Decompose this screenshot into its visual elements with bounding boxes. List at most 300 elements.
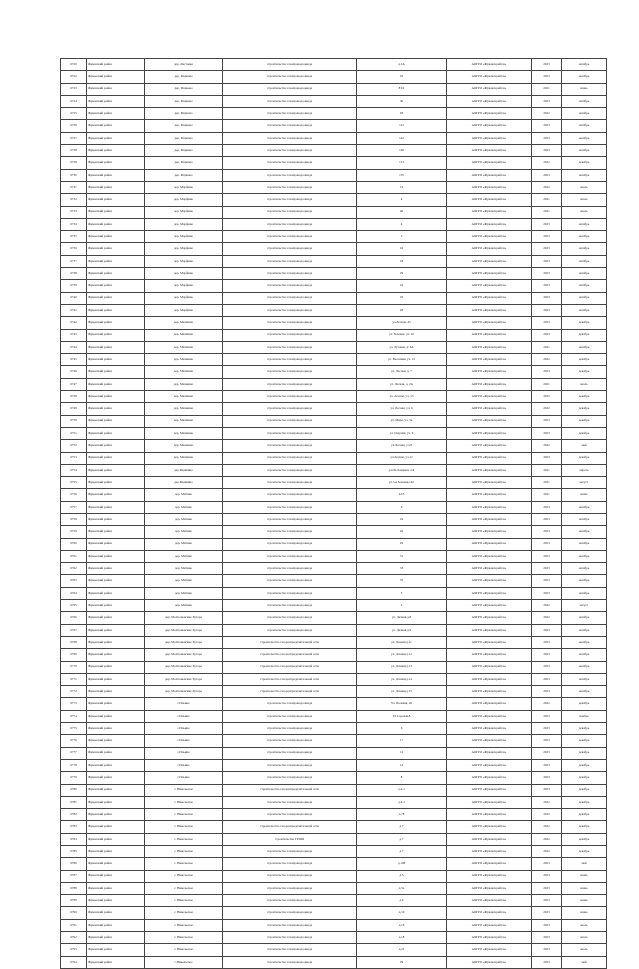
table-row <box>61 846 607 858</box>
table-row <box>61 661 607 673</box>
table-row <box>61 157 607 169</box>
month-cell: октябрь <box>562 145 607 157</box>
work-type-cell: строительство газопровода-ввода <box>223 83 357 95</box>
address-cell: 93 <box>357 108 447 120</box>
address-cell: 30 <box>357 95 447 107</box>
year-cell: 2023 <box>532 870 562 882</box>
work-type-cell: строительство газопровода-ввода <box>223 513 357 525</box>
locality-cell: с. Никольское <box>145 919 223 931</box>
work-type-cell: строительство газопровода-ввода <box>223 157 357 169</box>
work-type-cell: строительство газопровода-ввода <box>223 489 357 501</box>
district-cell: Жуковский район <box>87 157 145 169</box>
district-cell: Жуковский район <box>87 624 145 636</box>
year-cell: 2022 <box>532 796 562 808</box>
address-cell: 35 <box>357 575 447 587</box>
organization-cell: АОГРО «Жуковскрайгаз» <box>447 366 532 378</box>
address-cell: 22 <box>357 280 447 292</box>
district-cell: Жуковский район <box>87 846 145 858</box>
locality-cell: дер.Машкино <box>145 477 223 489</box>
address-cell: 6 <box>357 501 447 513</box>
table-row <box>61 280 607 292</box>
row-number: 6763 <box>61 575 87 587</box>
row-number: 6776 <box>61 735 87 747</box>
address-cell: 6 <box>357 723 447 735</box>
address-cell: 5 <box>357 231 447 243</box>
work-type-cell: строительство газопровода-ввода <box>223 723 357 735</box>
year-cell: 2021 <box>532 489 562 501</box>
work-type-cell: строительство газораспределительной сети <box>223 821 357 833</box>
row-number: 6743 <box>61 329 87 341</box>
row-number: 6785 <box>61 846 87 858</box>
work-type-cell: строительство газопровода-ввода <box>223 944 357 956</box>
locality-cell: дер.Машкино <box>145 464 223 476</box>
district-cell: Жуковский район <box>87 821 145 833</box>
month-cell: май <box>562 956 607 968</box>
work-type-cell: строительство газораспределительной сети <box>223 649 357 661</box>
year-cell: 2021 <box>532 83 562 95</box>
locality-cell: дер. Митино <box>145 513 223 525</box>
organization-cell: АОГРО «Жуковскрайгаз» <box>447 796 532 808</box>
locality-cell: дер. Митино <box>145 489 223 501</box>
address-cell: ул. Дачная,д.8 <box>357 612 447 624</box>
address-cell: д.5а <box>357 882 447 894</box>
table-row <box>61 452 607 464</box>
month-cell: июнь <box>562 907 607 919</box>
address-cell: д.7 <box>357 833 447 845</box>
year-cell: 2023 <box>532 95 562 107</box>
locality-cell: дер. Машкино <box>145 440 223 452</box>
work-type-cell: строительство газопровода-ввода <box>223 600 357 612</box>
organization-cell: АОГРО «Жуковскрайгаз» <box>447 563 532 575</box>
organization-cell: АОГРО «Жуковскрайгаз» <box>447 403 532 415</box>
address-cell: ул. Лесная, д. 2А <box>357 378 447 390</box>
district-cell: Жуковский район <box>87 612 145 624</box>
row-number: 6759 <box>61 526 87 538</box>
row-number: 6784 <box>61 833 87 845</box>
row-number: 6720 <box>61 59 87 71</box>
work-type-cell: строительство газопровода-ввода <box>223 403 357 415</box>
address-cell: ул. Лесная, уч. 13 <box>357 391 447 403</box>
district-cell: Жуковский район <box>87 501 145 513</box>
locality-cell: дер. Марково <box>145 120 223 132</box>
organization-cell: АОГРО «Жуковскрайгаз» <box>447 378 532 390</box>
row-number: 6733 <box>61 206 87 218</box>
district-cell: Жуковский район <box>87 464 145 476</box>
work-type-cell: строительство газопровода-ввода <box>223 550 357 562</box>
row-number: 6792 <box>61 932 87 944</box>
work-type-cell: строительство газопровода-ввода <box>223 169 357 181</box>
locality-cell: с.Ильино <box>145 698 223 710</box>
month-cell: октябрь <box>562 304 607 316</box>
table-row <box>61 833 607 845</box>
work-type-cell: строительство газопровода-ввода <box>223 194 357 206</box>
table-row <box>61 231 607 243</box>
organization-cell: АОГРО «Жуковскрайгаз» <box>447 759 532 771</box>
address-cell: Ул.Садовая,8 <box>357 710 447 722</box>
year-cell: 2022 <box>532 108 562 120</box>
work-type-cell: строительство газопровода-ввода <box>223 759 357 771</box>
address-cell: ул. Дачная,д.15 <box>357 686 447 698</box>
row-number: 6770 <box>61 661 87 673</box>
month-cell: декабрь <box>562 784 607 796</box>
table-row <box>61 575 607 587</box>
locality-cell: дер. Молтыновские Хутора <box>145 612 223 624</box>
table-row <box>61 882 607 894</box>
address-cell: 18 <box>357 255 447 267</box>
table-row <box>61 673 607 685</box>
row-number: 6777 <box>61 747 87 759</box>
locality-cell: дер. Марково <box>145 169 223 181</box>
row-number: 6723 <box>61 83 87 95</box>
district-cell: Жуковский район <box>87 759 145 771</box>
address-cell: 113 <box>357 157 447 169</box>
organization-cell: АОГРО «Жуковскрайгаз» <box>447 108 532 120</box>
organization-cell: АОГРО «Жуковскрайгаз» <box>447 452 532 464</box>
organization-cell: АОГРО «Жуковскрайгаз» <box>447 858 532 870</box>
table-row <box>61 870 607 882</box>
month-cell: декабрь <box>562 796 607 808</box>
row-number: 6769 <box>61 649 87 661</box>
row-number: 6756 <box>61 489 87 501</box>
table-row <box>61 747 607 759</box>
table-row <box>61 132 607 144</box>
locality-cell: с.Ильино <box>145 747 223 759</box>
locality-cell: дер. Марфино <box>145 304 223 316</box>
address-cell: д.78 <box>357 809 447 821</box>
locality-cell: дер. Машкино <box>145 317 223 329</box>
table-body <box>61 59 607 969</box>
address-cell: ул. Дачная,д.12 <box>357 649 447 661</box>
year-cell: 2023 <box>532 268 562 280</box>
month-cell: декабрь <box>562 403 607 415</box>
table-row <box>61 772 607 784</box>
address-cell: ул.3-я Зеленая,142 <box>357 477 447 489</box>
locality-cell: дер. Марфино <box>145 280 223 292</box>
organization-cell: АОГРО «Жуковскрайгаз» <box>447 846 532 858</box>
year-cell: 2023 <box>532 649 562 661</box>
work-type-cell: строительство газопровода-ввода <box>223 452 357 464</box>
year-cell: 2023 <box>532 526 562 538</box>
address-cell: д.7 <box>357 821 447 833</box>
work-type-cell: строительство газопровода-ввода <box>223 870 357 882</box>
table-row <box>61 809 607 821</box>
year-cell: 2021 <box>532 194 562 206</box>
work-type-cell: строительство газопровода-ввода <box>223 391 357 403</box>
address-cell: 135 <box>357 169 447 181</box>
locality-cell: с. Никольское <box>145 870 223 882</box>
work-type-cell: строительство газопровода-ввода <box>223 698 357 710</box>
district-cell: Жуковский район <box>87 341 145 353</box>
address-cell: ул.Лесная, 45 <box>357 317 447 329</box>
year-cell: 2022 <box>532 809 562 821</box>
month-cell: октябрь <box>562 526 607 538</box>
row-number: 6755 <box>61 477 87 489</box>
month-cell: декабрь <box>562 391 607 403</box>
work-type-cell: строительство газопровода-ввода <box>223 415 357 427</box>
work-type-cell: строительство газопровода-ввода <box>223 919 357 931</box>
year-cell: 2023 <box>532 723 562 735</box>
year-cell: 2022 <box>532 821 562 833</box>
organization-cell: АОГРО «Жуковскрайгаз» <box>447 501 532 513</box>
locality-cell: дер. Марфино <box>145 218 223 230</box>
locality-cell: дер. Машкино <box>145 403 223 415</box>
district-cell: Жуковский район <box>87 513 145 525</box>
district-cell: Жуковский район <box>87 735 145 747</box>
table-row <box>61 329 607 341</box>
organization-cell: АОГРО «Жуковскрайгаз» <box>447 932 532 944</box>
month-cell: октябрь <box>562 243 607 255</box>
organization-cell: АОГРО «Жуковскрайгаз» <box>447 255 532 267</box>
district-cell: Жуковский район <box>87 587 145 599</box>
locality-cell: дер. Машкино <box>145 415 223 427</box>
district-cell: Жуковский район <box>87 723 145 735</box>
address-cell: д.4-1 <box>357 796 447 808</box>
locality-cell: дер. Митино <box>145 550 223 562</box>
address-cell: 121 <box>357 120 447 132</box>
work-type-cell: строительство газопровода-ввода <box>223 710 357 722</box>
locality-cell: дер. Митино <box>145 538 223 550</box>
table-row <box>61 624 607 636</box>
table-row <box>61 83 607 95</box>
work-type-cell: строительство газопровода-ввода <box>223 280 357 292</box>
address-cell: д.6 <box>357 895 447 907</box>
row-number: 6778 <box>61 759 87 771</box>
organization-cell: АОГРО «Жуковскрайгаз» <box>447 145 532 157</box>
address-cell: д.5 <box>357 870 447 882</box>
organization-cell: АОГРО «Жуковскрайгаз» <box>447 600 532 612</box>
locality-cell: дер. Марфино <box>145 194 223 206</box>
month-cell: декабрь <box>562 698 607 710</box>
table-row <box>61 526 607 538</box>
locality-cell: дер. Марково <box>145 83 223 95</box>
row-number: 6745 <box>61 354 87 366</box>
table-row <box>61 600 607 612</box>
organization-cell: АОГРО «Жуковскрайгаз» <box>447 723 532 735</box>
locality-cell: дер. Марково <box>145 95 223 107</box>
locality-cell: дер. Марфино <box>145 243 223 255</box>
table-row <box>61 563 607 575</box>
district-cell: Жуковский район <box>87 354 145 366</box>
table-row <box>61 95 607 107</box>
locality-cell: дер. Марково <box>145 71 223 83</box>
month-cell: октябрь <box>562 59 607 71</box>
table-row <box>61 255 607 267</box>
locality-cell: с. Никольское <box>145 821 223 833</box>
table-row <box>61 366 607 378</box>
district-cell: Жуковский район <box>87 243 145 255</box>
month-cell: октябрь <box>562 280 607 292</box>
year-cell: 2023 <box>532 452 562 464</box>
address-cell: 8 <box>357 772 447 784</box>
table-row <box>61 956 607 968</box>
organization-cell: АОГРО «Жуковскрайгаз» <box>447 427 532 439</box>
row-number: 6742 <box>61 317 87 329</box>
table-row <box>61 440 607 452</box>
month-cell: октябрь <box>562 673 607 685</box>
table-row <box>61 796 607 808</box>
address-cell: 24 <box>357 513 447 525</box>
address-cell: 29 <box>357 538 447 550</box>
row-number: 6741 <box>61 304 87 316</box>
address-cell: ул. Дачная,д.14 <box>357 673 447 685</box>
address-cell: ул. Озерная, уч. 9 <box>357 427 447 439</box>
row-number: 6791 <box>61 919 87 931</box>
table-row <box>61 698 607 710</box>
work-type-cell: строительство газопровода-ввода <box>223 268 357 280</box>
year-cell: 2023 <box>532 735 562 747</box>
row-number: 6736 <box>61 243 87 255</box>
locality-cell: дер. Машкино <box>145 329 223 341</box>
year-cell: 2022 <box>532 440 562 452</box>
district-cell: Жуковский район <box>87 956 145 968</box>
locality-cell: дер. Марфино <box>145 292 223 304</box>
year-cell: 2021 <box>532 341 562 353</box>
year-cell: 2023 <box>532 255 562 267</box>
district-cell: Жуковский район <box>87 206 145 218</box>
address-cell: д.1А <box>357 59 447 71</box>
organization-cell: АОГРО «Жуковскрайгаз» <box>447 218 532 230</box>
table-row <box>61 292 607 304</box>
work-type-cell: строительство газопровода-ввода <box>223 304 357 316</box>
table-row <box>61 759 607 771</box>
month-cell: октябрь <box>562 686 607 698</box>
organization-cell: АОГРО «Жуковскрайгаз» <box>447 735 532 747</box>
row-number: 6728 <box>61 145 87 157</box>
organization-cell: АОГРО «Жуковскрайгаз» <box>447 513 532 525</box>
month-cell: октябрь <box>562 292 607 304</box>
year-cell: 2023 <box>532 759 562 771</box>
month-cell: октябрь <box>562 624 607 636</box>
organization-cell: АОГРО «Жуковскрайгаз» <box>447 587 532 599</box>
year-cell: 2023 <box>532 231 562 243</box>
address-cell: 31 <box>357 550 447 562</box>
row-number: 6775 <box>61 723 87 735</box>
organization-cell: АОГРО «Жуковскрайгаз» <box>447 661 532 673</box>
table-row <box>61 513 607 525</box>
address-cell: 122 <box>357 132 447 144</box>
year-cell: 2023 <box>532 329 562 341</box>
organization-cell: АОГРО «Жуковскрайгаз» <box>447 821 532 833</box>
table-row <box>61 919 607 931</box>
month-cell: июнь <box>562 870 607 882</box>
organization-cell: АОГРО «Жуковскрайгаз» <box>447 206 532 218</box>
month-cell: октябрь <box>562 108 607 120</box>
table-row <box>61 723 607 735</box>
address-cell: д.18 <box>357 932 447 944</box>
table-row <box>61 821 607 833</box>
month-cell: декабрь <box>562 427 607 439</box>
year-cell: 2023 <box>532 710 562 722</box>
table-row <box>61 427 607 439</box>
row-number: 6773 <box>61 698 87 710</box>
district-cell: Жуковский район <box>87 710 145 722</box>
work-type-cell: строительство газопровода-ввода <box>223 218 357 230</box>
locality-cell: дер. Молтыновские Хутора <box>145 673 223 685</box>
work-type-cell: строительство газопровода-ввода <box>223 354 357 366</box>
district-cell: Жуковский район <box>87 600 145 612</box>
month-cell: октябрь <box>562 71 607 83</box>
organization-cell: АОГРО «Жуковскрайгаз» <box>447 747 532 759</box>
work-type-cell: строительство газопровода-ввода <box>223 907 357 919</box>
table-row <box>61 194 607 206</box>
year-cell: 2023 <box>532 243 562 255</box>
month-cell: октябрь <box>562 268 607 280</box>
district-cell: Жуковский район <box>87 120 145 132</box>
table-row <box>61 501 607 513</box>
work-type-cell: строительство газопровода-ввода <box>223 95 357 107</box>
table-row <box>61 735 607 747</box>
locality-cell: дер. Марково <box>145 108 223 120</box>
organization-cell: АОГРО «Жуковскрайгаз» <box>447 956 532 968</box>
locality-cell: с.Ильино <box>145 710 223 722</box>
year-cell: 2023 <box>532 120 562 132</box>
year-cell: 2023 <box>532 415 562 427</box>
month-cell: июль <box>562 194 607 206</box>
organization-cell: АОГРО «Жуковскрайгаз» <box>447 415 532 427</box>
address-cell: 2 <box>357 600 447 612</box>
row-number: 6764 <box>61 587 87 599</box>
address-cell: ул.Лесная, уч.8 <box>357 440 447 452</box>
row-number: 6793 <box>61 944 87 956</box>
gasification-register-table <box>60 58 607 969</box>
work-type-cell: строительство газопровода-ввода <box>223 563 357 575</box>
organization-cell: АОГРО «Жуковскрайгаз» <box>447 624 532 636</box>
row-number: 6790 <box>61 907 87 919</box>
year-cell: 2023 <box>532 169 562 181</box>
year-cell: 2022 <box>532 600 562 612</box>
address-cell: д.10 <box>357 907 447 919</box>
work-type-cell: строительство газопровода-ввода <box>223 71 357 83</box>
work-type-cell: строительство газораспределительной сети <box>223 686 357 698</box>
row-number: 6766 <box>61 612 87 624</box>
month-cell: октябрь <box>562 132 607 144</box>
address-cell: 29 <box>357 956 447 968</box>
year-cell: 2022 <box>532 612 562 624</box>
month-cell: июль <box>562 944 607 956</box>
organization-cell: АОГРО «Жуковскрайгаз» <box>447 341 532 353</box>
month-cell: октябрь <box>562 341 607 353</box>
table-row <box>61 391 607 403</box>
locality-cell: дер. Машкино <box>145 354 223 366</box>
row-number: 6724 <box>61 95 87 107</box>
district-cell: Жуковский район <box>87 329 145 341</box>
district-cell: Жуковский район <box>87 452 145 464</box>
organization-cell: АОГРО «Жуковскрайгаз» <box>447 83 532 95</box>
month-cell: июнь <box>562 83 607 95</box>
row-number: 6749 <box>61 403 87 415</box>
work-type-cell: строительство газопровода-ввода <box>223 341 357 353</box>
table-row <box>61 538 607 550</box>
year-cell: 2023 <box>532 575 562 587</box>
address-cell: ул. Зеленая, ул. 10 <box>357 329 447 341</box>
address-cell: ул. Лесная, д. 7 <box>357 366 447 378</box>
year-cell: 2023 <box>532 895 562 907</box>
row-number: 6789 <box>61 895 87 907</box>
organization-cell: АОГРО «Жуковскрайгаз» <box>447 194 532 206</box>
work-type-cell: строительство газопровода-ввода <box>223 895 357 907</box>
table-row <box>61 354 607 366</box>
district-cell: Жуковский район <box>87 415 145 427</box>
locality-cell: дер. Машкино <box>145 366 223 378</box>
month-cell: октябрь <box>562 255 607 267</box>
district-cell: Жуковский район <box>87 796 145 808</box>
address-cell: 45 <box>357 71 447 83</box>
address-cell: 3 <box>357 587 447 599</box>
organization-cell: АОГРО «Жуковскрайгаз» <box>447 907 532 919</box>
year-cell: 2023 <box>532 563 562 575</box>
month-cell: октябрь <box>562 587 607 599</box>
locality-cell: дер. Марково <box>145 157 223 169</box>
